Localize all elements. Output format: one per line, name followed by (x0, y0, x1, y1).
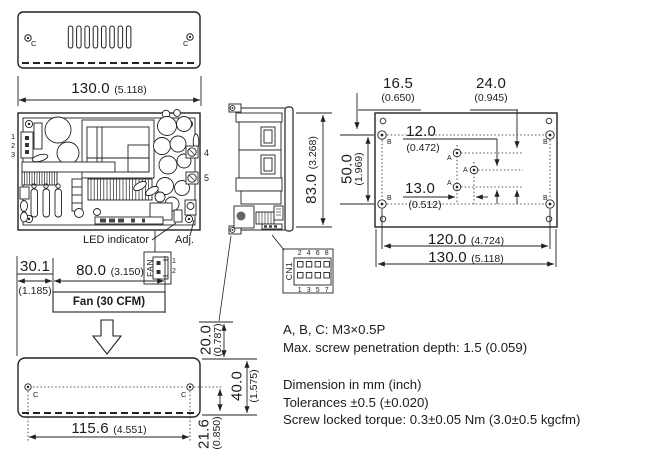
note-tolerances: Tolerances ±0.5 (±0.020) (283, 395, 429, 410)
note-penetration: Max. screw penetration depth: 1.5 (0.059) (283, 340, 528, 355)
cn1-connector-label: CN1 (283, 261, 294, 281)
screw-label-a3: A (447, 180, 452, 187)
heatsink-left (22, 172, 57, 185)
down-arrow (93, 320, 121, 354)
pin-label-1: 1 (11, 132, 16, 141)
led-indicator-label: LED indicator (83, 234, 150, 246)
pin-label-3: 3 (11, 150, 16, 159)
fan-cfm-label: Fan (30 CFM) (72, 296, 146, 308)
dim-80: 80.0 (3.150) (76, 262, 144, 279)
vent-slots (68, 26, 131, 48)
dim-115-6: 115.6 (4.551) (71, 420, 147, 437)
fan-connector-label: FAN (144, 258, 155, 278)
fan-pin-1: 1 (172, 258, 176, 265)
dim-50-mm: 50.0 (338, 154, 356, 184)
dim-12-in: (0.472) (406, 142, 440, 154)
dim-30-1-mm: 30.1 (20, 258, 50, 275)
dim-83: 83.0 (3.268) (303, 136, 320, 204)
cn1-connector (272, 235, 333, 293)
input-connector (21, 132, 33, 158)
note-torque: Screw locked torque: 0.3±0.05 Nm (3.0±0.5 kgcfm) (283, 412, 581, 427)
dim-13-in: (0.512) (408, 199, 442, 211)
screw-label-c-bottom-right: C (181, 390, 187, 399)
dim-13-mm: 13.0 (405, 180, 435, 197)
dim-20-in: (0.787) (211, 323, 224, 357)
dim-130-rear: 130.0 (5.118) (428, 249, 504, 266)
output-pin-strip (95, 217, 163, 224)
side-view (219, 104, 293, 321)
fan-pin-2: 2 (172, 268, 176, 275)
dim-24-mm: 24.0 (476, 75, 506, 92)
dim-12-mm: 12.0 (406, 123, 436, 140)
dim-130-front: 130.0 (5.118) (71, 80, 147, 97)
screw-label-b4: B (543, 195, 548, 202)
dim-50-in: (1.969) (352, 152, 365, 186)
led-component (174, 210, 182, 222)
pot-label-5: 5 (204, 173, 210, 183)
screw-label-a2: A (463, 167, 468, 174)
screw-label-b1: B (387, 139, 392, 146)
screw-label-c-right: C (183, 39, 189, 48)
note-screw-types: A, B, C: M3×0.5P (283, 322, 386, 337)
screw-label-b2: B (543, 139, 548, 146)
dim-120: 120.0 (4.724) (427, 231, 505, 248)
dim-24-in: (0.945) (474, 92, 508, 104)
screw-label-c-left: C (31, 39, 37, 48)
dim-20-mm: 20.0 (197, 325, 215, 355)
capacitors-left (31, 184, 62, 217)
pot-label-4: 4 (204, 148, 210, 158)
main-top-view (18, 110, 200, 252)
screw-label-c-bottom-left: C (33, 390, 39, 399)
pin-label-2: 2 (11, 141, 16, 150)
dim-21-6-in: (0.850) (210, 416, 223, 450)
adj-label: Adj. (175, 234, 194, 246)
dim-30-1-in: (1.185) (18, 285, 52, 297)
adj-potentiometer (185, 200, 196, 215)
screw-label-b3: B (387, 195, 392, 202)
potentiometer-5 (186, 172, 198, 184)
screw-label-a1: A (447, 155, 452, 162)
dim-40-mm: 40.0 (228, 371, 246, 401)
dim-16-5-in: (0.650) (381, 92, 415, 104)
cn1-pins-bottom: 1 3 5 7 (297, 287, 331, 294)
dim-40-in: (1.575) (247, 369, 260, 403)
dim-21-6-mm: 21.6 (195, 419, 213, 449)
cn1-pins-top: 2 4 6 8 (297, 250, 331, 257)
potentiometer-4 (186, 146, 198, 158)
note-units: Dimension in mm (inch) (283, 377, 422, 392)
dim-16-5-mm: 16.5 (383, 75, 413, 92)
